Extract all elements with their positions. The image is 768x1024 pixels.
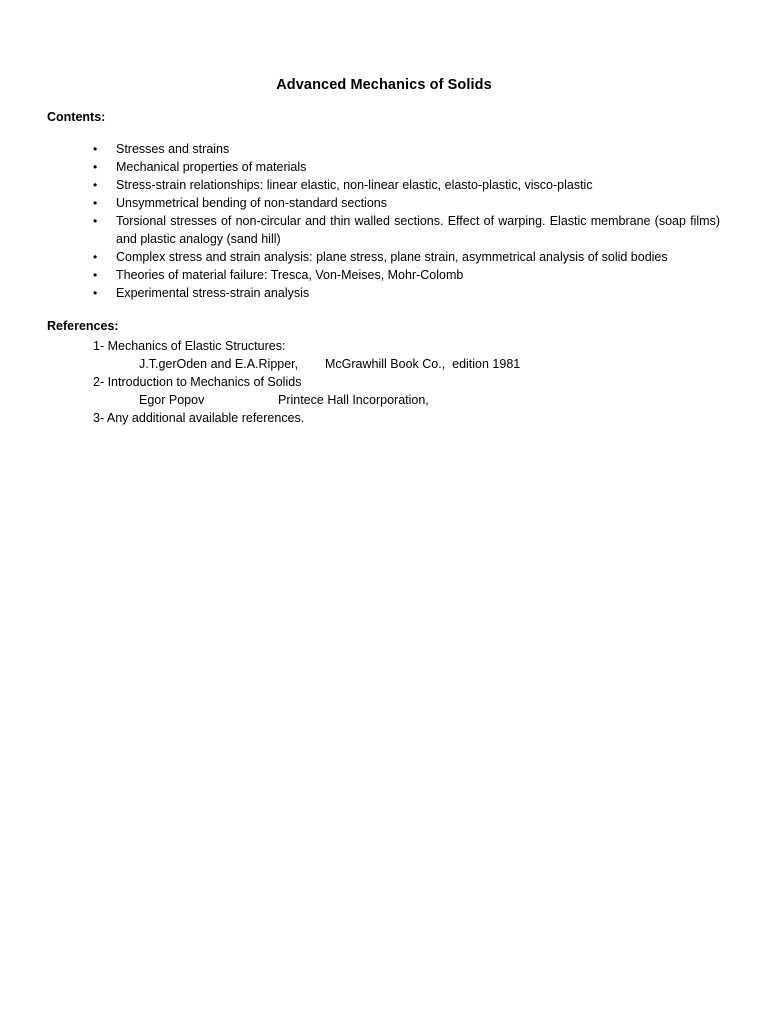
reference-1-title: 1- Mechanics of Elastic Structures: <box>93 339 286 353</box>
list-item-text: Unsymmetrical bending of non-standard sections <box>116 196 387 210</box>
list-item <box>47 140 720 158</box>
list-item-text: Stress-strain relationships: linear elastic, non-linear elastic, elasto-plastic, visco-plastic <box>116 178 593 192</box>
list-item-text: Complex stress and strain analysis: plane stress, plane strain, asymmetrical analysis of solid bodies <box>116 250 668 264</box>
reference-2-title: 2- Introduction to Mechanics of Solids <box>93 375 302 389</box>
reference-1-authors: J.T.gerOden and E.A.Ripper, <box>139 357 299 371</box>
list-item <box>47 176 720 194</box>
list-item <box>47 248 720 266</box>
bullet-icon: • <box>93 214 98 228</box>
bullet-icon: • <box>93 268 98 282</box>
bullet-icon: • <box>93 196 98 210</box>
list-item <box>47 284 720 302</box>
bullet-icon: • <box>93 160 98 174</box>
document-title: Advanced Mechanics of Solids <box>276 77 492 93</box>
bullet-icon: • <box>93 178 98 192</box>
list-item <box>47 212 720 248</box>
bullet-icon: • <box>93 142 98 156</box>
reference-3-title: 3- Any additional available references. <box>93 411 305 425</box>
list-item-text: Torsional stresses of non-circular and thin walled sections. Effect of warping. Elastic membrane (soap films) and plastic analogy (sand hill) <box>116 214 720 246</box>
bullet-icon: • <box>93 286 98 300</box>
contents-heading: Contents: <box>47 110 106 124</box>
list-item-text: Theories of material failure: Tresca, Von-Meises, Mohr-Colomb <box>116 268 464 282</box>
list-item <box>47 194 720 212</box>
list-item-text: Stresses and strains <box>116 142 230 156</box>
contents-list <box>47 140 720 302</box>
reference-2-publisher: Printece Hall Incorporation, <box>278 393 429 407</box>
references-heading: References: <box>47 319 119 333</box>
reference-1-publisher: McGrawhill Book Co., edition 1981 <box>325 357 521 371</box>
list-item <box>47 158 720 176</box>
list-item <box>47 266 720 284</box>
bullet-icon: • <box>93 250 98 264</box>
list-item-text: Experimental stress-strain analysis <box>116 286 310 300</box>
list-item-text: Mechanical properties of materials <box>116 160 307 174</box>
reference-2-authors: Egor Popov <box>139 393 205 407</box>
